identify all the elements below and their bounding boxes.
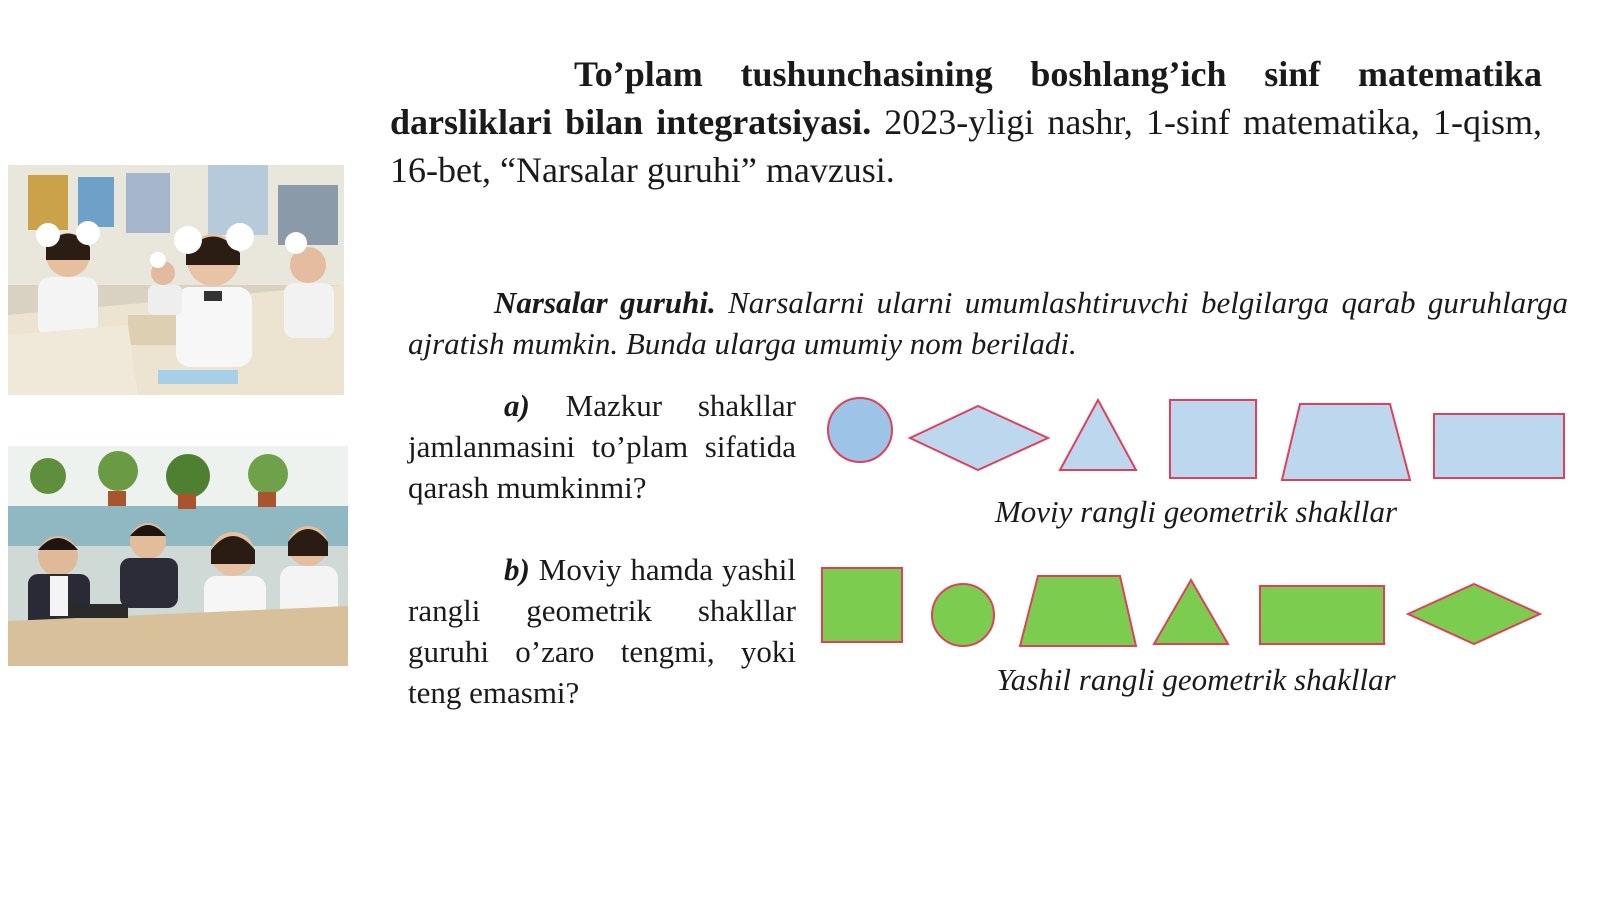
question-a [408, 385, 796, 508]
blue-triangle-shape [1060, 400, 1136, 470]
blue-rhombus-shape [910, 406, 1048, 470]
blue-shapes-caption: Moviy rangli geometrik shakllar [994, 494, 1398, 529]
green-rhombus-shape [1408, 584, 1540, 644]
blue-shapes-group [820, 390, 1572, 490]
classroom-photo-girls [8, 165, 344, 395]
green-triangle-shape [1154, 580, 1228, 644]
definition-paragraph [408, 282, 1568, 364]
blue-rectangle-shape [1434, 414, 1564, 478]
question-a-letter: a) [504, 388, 530, 423]
definition-text: Narsalarni ularni umumlashtiruvchi belgilarga qarab guruhlarga ajratish mumkin. Bunda ularga umumiy nom beriladi. [408, 285, 1568, 361]
blue-trapezoid-shape [1282, 404, 1410, 480]
question-b-text: Moviy hamda yashil rangli geometrik shakllar guruhi o’zaro tengmi, yoki teng emasmi? [408, 552, 796, 710]
green-shapes-group [820, 560, 1572, 660]
blue-square-shape [1170, 400, 1256, 478]
green-shapes-caption: Yashil rangli geometrik shakllar [996, 662, 1396, 697]
green-circle-shape [932, 584, 994, 646]
question-b [408, 549, 796, 713]
classroom-photo-pupils [8, 446, 348, 666]
heading-title: To’plam tushunchasining boshlang’ich sinf matematika darsliklari bilan integratsiyasi. [390, 54, 1542, 142]
green-square-shape [822, 568, 902, 642]
blue-circle-shape [828, 398, 892, 462]
question-b-letter: b) [504, 552, 530, 587]
green-rectangle-shape [1260, 586, 1384, 644]
heading-source: 2023-yligi nashr, 1-sinf matematika, 1-qism, 16-bet, “Narsalar guruhi” mavzusi. [390, 102, 1543, 190]
slide-heading [390, 50, 1542, 194]
question-a-text: Mazkur shakllar jamlanmasini to’plam sifatida qarash mumkinmi? [408, 388, 796, 505]
green-trapezoid-shape [1020, 576, 1136, 646]
definition-title: Narsalar guruhi. [494, 285, 716, 320]
